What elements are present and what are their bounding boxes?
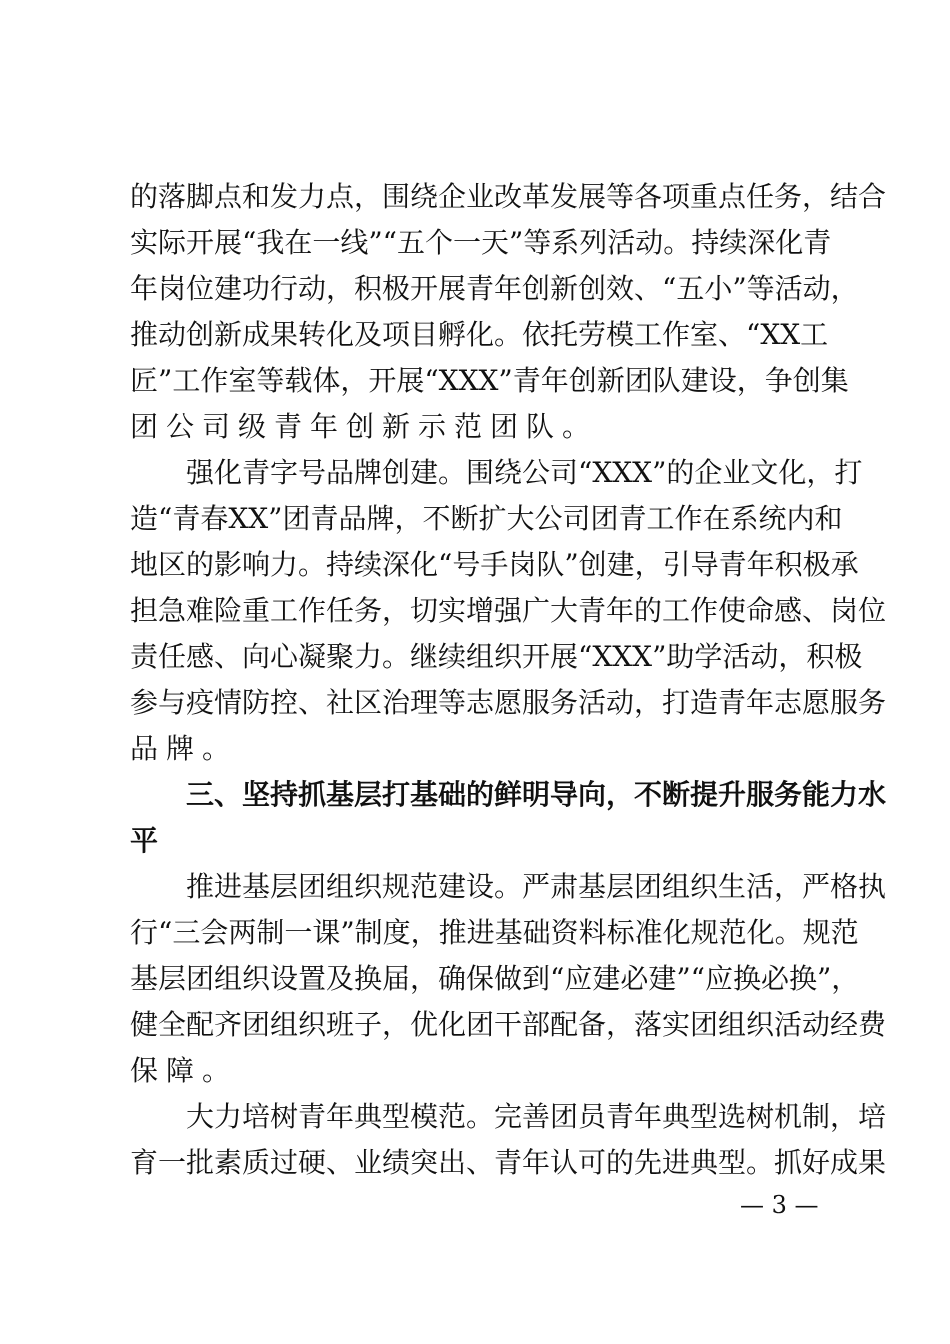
text-line: 保障。 — [130, 1054, 239, 1087]
text-line: 育一批素质过硬、业绩突出、青年认可的先进典型。抓好成果 — [130, 1146, 887, 1179]
text-line: 强化青字号品牌创建。围绕公司“XXX”的企业文化，打 — [186, 456, 863, 489]
text-line: 造“青春XX”团青品牌，不断扩大公司团青工作在系统内和 — [130, 502, 843, 535]
text-line: 参与疫情防控、社区治理等志愿服务活动，打造青年志愿服务 — [130, 686, 887, 719]
text-line: 大力培树青年典型模范。完善团员青年典型选树机制，培 — [186, 1100, 887, 1133]
text-line: 实际开展“我在一线”“五个一天”等系列活动。持续深化青 — [130, 226, 832, 259]
text-line: 推动创新成果转化及项目孵化。依托劳模工作室、“XX工 — [130, 318, 829, 351]
text-line: 年岗位建功行动，积极开展青年创新创效、“五小”等活动， — [130, 272, 859, 305]
text-line: 基层团组织设置及换届，确保做到“应建必建”“应换必换”， — [130, 962, 860, 995]
text-line: 的落脚点和发力点，围绕企业改革发展等各项重点任务，结合 — [130, 180, 887, 213]
heading-line: 平 — [130, 824, 167, 857]
text-line: 行“三会两制一课”制度，推进基础资料标准化规范化。规范 — [130, 916, 859, 949]
text-line: 责任感、向心凝聚力。继续组织开展“XXX”助学活动，积极 — [130, 640, 863, 673]
text-line: 推进基层团组织规范建设。严肃基层团组织生活，严格执 — [186, 870, 887, 903]
text-line: 匠”工作室等载体，开展“XXX”青年创新团队建设，争创集 — [130, 364, 849, 397]
page-number: — 3 — — [740, 1191, 819, 1219]
text-line: 健全配齐团组织班子，优化团干部配备，落实团组织活动经费 — [130, 1008, 887, 1041]
text-line: 担急难险重工作任务，切实增强广大青年的工作使命感、岗位 — [130, 594, 887, 627]
text-line: 品牌。 — [130, 732, 239, 765]
text-line: 地区的影响力。持续深化“号手岗队”创建，引导青年积极承 — [130, 548, 859, 581]
text-line: 团公司级青年创新示范团队。 — [130, 410, 599, 443]
heading-line: 三、坚持抓基层打基础的鲜明导向，不断提升服务能力水 — [186, 778, 887, 811]
